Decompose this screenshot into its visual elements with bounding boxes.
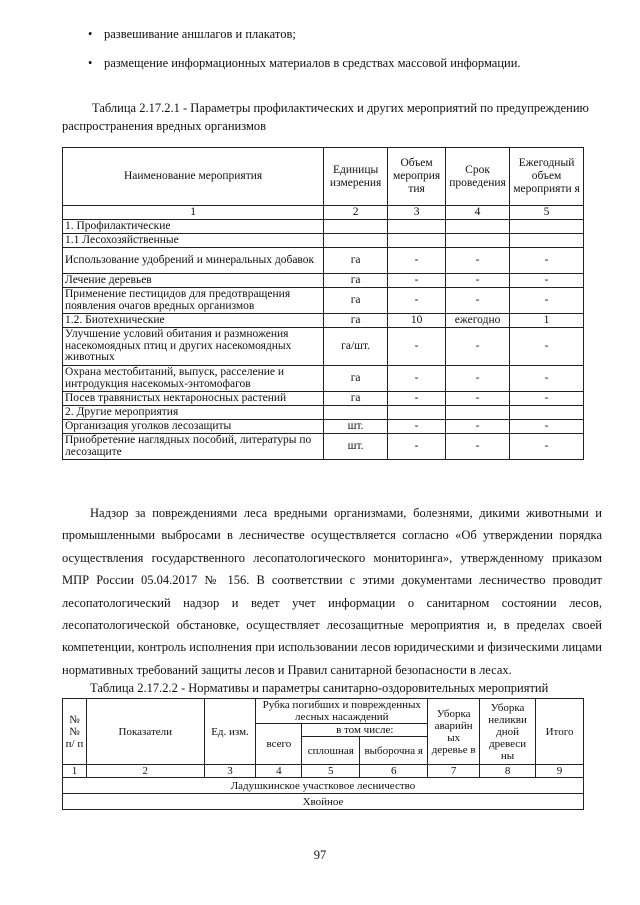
prevention-measures-table (62, 147, 584, 460)
table-cell: - (510, 248, 584, 274)
table-cell (388, 406, 446, 420)
table-cell: 1.1 Лесохозяйственные (63, 234, 324, 248)
table-cell: - (446, 328, 510, 366)
table-cell: га (324, 392, 388, 406)
table-cell: Организация уголков лесозащиты (63, 420, 324, 434)
column-header: Ежегодный объем мероприяти я (510, 148, 584, 206)
sanitary-measures-table (62, 698, 584, 810)
table-row (63, 392, 584, 406)
table-cell: га (324, 248, 388, 274)
column-header: Рубка погибших и поврежденных лесных насаждений (256, 699, 428, 724)
table-cell (510, 406, 584, 420)
column-number: 8 (480, 765, 536, 778)
column-header: Объем мероприя тия (388, 148, 446, 206)
page-number: 97 (313, 848, 327, 862)
subsection-row: Хвойное (63, 794, 584, 810)
table-row (63, 234, 584, 248)
table-cell: - (388, 274, 446, 288)
column-header: Ед. изм. (204, 699, 256, 765)
table-cell: - (446, 366, 510, 392)
table-cell: Приобретение наглядных пособий, литературы по лесозащите (63, 434, 324, 460)
table-cell: шт. (324, 434, 388, 460)
column-number: 3 (388, 206, 446, 220)
table-cell: ежегодно (446, 314, 510, 328)
column-header: № № п/ п (63, 699, 87, 765)
table-cell: - (510, 328, 584, 366)
column-header: Уборка неликви дной древеси ны (480, 699, 536, 765)
table-cell: Применение пестицидов для предотвращения появления очагов вредных организмов (63, 288, 324, 314)
table-cell: - (446, 420, 510, 434)
table-cell: - (388, 434, 446, 460)
table-row (63, 366, 584, 392)
table-cell: га (324, 288, 388, 314)
table-cell: - (388, 392, 446, 406)
table-cell: - (388, 328, 446, 366)
bullet-list (88, 24, 608, 82)
table-cell: - (446, 274, 510, 288)
table-cell: Лечение деревьев (63, 274, 324, 288)
table-cell: - (388, 288, 446, 314)
table2-caption: Таблица 2.17.2.2 - Нормативы и параметры санитарно-оздоровительных мероприятий (90, 681, 549, 695)
table-cell: - (510, 288, 584, 314)
table-cell: га (324, 314, 388, 328)
table-cell: - (510, 392, 584, 406)
table-row (63, 220, 584, 234)
section-row: Ладушкинское участковое лесничество (63, 778, 584, 794)
column-number: 9 (536, 765, 584, 778)
table-row (63, 420, 584, 434)
table-cell (510, 220, 584, 234)
column-number: 4 (256, 765, 302, 778)
column-header: Срок проведения (446, 148, 510, 206)
column-number: 2 (86, 765, 204, 778)
table-cell: - (446, 392, 510, 406)
table-cell: - (446, 434, 510, 460)
column-header: сплошная (302, 737, 360, 765)
body-paragraph: Надзор за повреждениями леса вредными организмами, болезнями, дикими животными и промышленными выбросами в лесничестве осуществляется согласно «Об утверждении порядка осуществления государственного лесопатологического мониторинга», утвержденному приказом МПР России 05.04.2017 № 156. В соответствии с этими документами лесничество проводит лесопатологический надзор и ведет учет информации о санитарном состоянии лесов, лесопатологической обстановке, осуществляет лесозащитные мероприятия и, в пределах своей компетенции, контроль исполнения при использовании лесов юридическими и физическими лицами нормативных требований защиты лесов и Правил санитарной безопасности в лесах. (62, 506, 602, 677)
table-cell (324, 220, 388, 234)
table-row (63, 434, 584, 460)
table-cell (388, 234, 446, 248)
table-cell (388, 220, 446, 234)
column-number: 3 (204, 765, 256, 778)
table-cell (510, 234, 584, 248)
column-number: 5 (302, 765, 360, 778)
table-row (63, 314, 584, 328)
table-cell: - (388, 366, 446, 392)
table-cell: - (446, 248, 510, 274)
table-cell: - (510, 420, 584, 434)
column-number: 5 (510, 206, 584, 220)
table-cell: га (324, 366, 388, 392)
table-cell: Использование удобрений и минеральных добавок (63, 248, 324, 274)
table-cell: - (388, 420, 446, 434)
table-cell: га/шт. (324, 328, 388, 366)
table-row (63, 274, 584, 288)
table-cell (446, 406, 510, 420)
column-number: 1 (63, 765, 87, 778)
table-cell: 2. Другие мероприятия (63, 406, 324, 420)
table-cell: шт. (324, 420, 388, 434)
table-cell: га (324, 274, 388, 288)
column-header: выборочна я (360, 737, 428, 765)
column-header: Итого (536, 699, 584, 765)
table-row (63, 406, 584, 420)
table-cell: - (388, 248, 446, 274)
table-cell: Охрана местобитаний, выпуск, расселение и интродукция насекомых-энтомофагов (63, 366, 324, 392)
column-header: Единицы измерения (324, 148, 388, 206)
table-cell: Посев травянистых нектароносных растений (63, 392, 324, 406)
table-cell: 1 (510, 314, 584, 328)
column-number: 6 (360, 765, 428, 778)
table-row (63, 248, 584, 274)
column-header: Наименование мероприятия (63, 148, 324, 206)
table-cell (446, 220, 510, 234)
table-cell (446, 234, 510, 248)
column-header: Показатели (86, 699, 204, 765)
table1-caption: Таблица 2.17.2.1 - Параметры профилактических и других мероприятий по предупреждению распространения вредных организмов (62, 101, 589, 133)
table-cell (324, 234, 388, 248)
column-number: 4 (446, 206, 510, 220)
table-cell: 1. Профилактические (63, 220, 324, 234)
table-row (63, 328, 584, 366)
column-header: всего (256, 724, 302, 765)
table-cell: Улучшение условий обитания и размножения насекомоядных птиц и других насекомоядных животных (63, 328, 324, 366)
column-number: 7 (428, 765, 480, 778)
column-number: 2 (324, 206, 388, 220)
table-cell: - (510, 434, 584, 460)
table-row (63, 288, 584, 314)
table-cell: 10 (388, 314, 446, 328)
table-cell: 1.2. Биотехнические (63, 314, 324, 328)
table-cell (324, 406, 388, 420)
column-header: в том числе: (302, 724, 428, 737)
table-cell: - (510, 366, 584, 392)
table-cell: - (446, 288, 510, 314)
bullet-item: • размещение информационных материалов в средствах массовой информации. (88, 53, 608, 73)
column-header: Уборка аварийн ых деревье в (428, 699, 480, 765)
table-cell: - (510, 274, 584, 288)
column-number: 1 (63, 206, 324, 220)
bullet-item: • развешивание аншлагов и плакатов; (88, 24, 608, 44)
